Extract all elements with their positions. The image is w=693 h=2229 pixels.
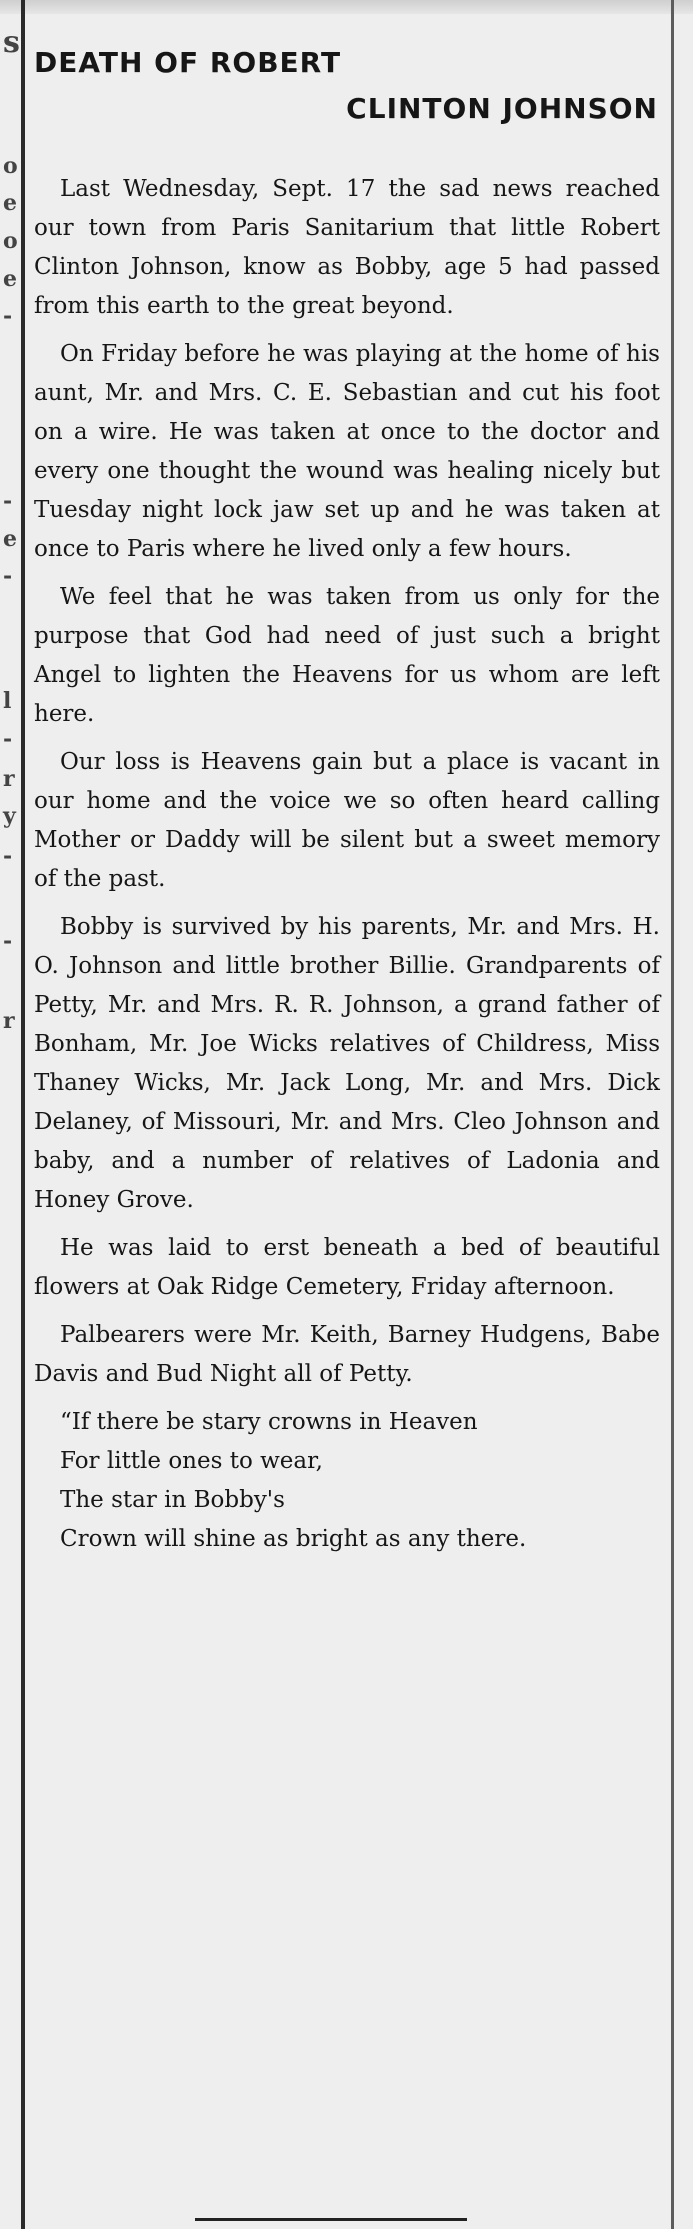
column-rule-right: [671, 0, 674, 2229]
paragraph-loss: Our loss is Heavens gain but a place is vacant in our home and the voice we so often heard calling Mother or Daddy will be silent but a sweet memory of the past.: [34, 749, 660, 892]
paragraph-burial: He was laid to erst beneath a bed of beautiful flowers at Oak Ridge Cemetery, Friday afternoon.: [34, 1235, 660, 1300]
fragment: s: [3, 25, 20, 60]
fragment: r: [3, 766, 15, 792]
headline-line-1: DEATH OF ROBERT: [34, 46, 342, 79]
adjacent-column-fragments: [0, 0, 20, 2229]
headline: [34, 40, 660, 132]
paragraph-pallbearers: Palbearers were Mr. Keith, Barney Hudgens, Babe Davis and Bud Night all of Petty.: [34, 1322, 660, 1387]
fragment: y: [3, 803, 16, 829]
paragraph-accident: On Friday before he was playing at the home of his aunt, Mr. and Mrs. C. E. Sebastian and cut his foot on a wire. He was taken at once to the doctor and every one thought the wound was healing nicely but Tuesday night lock jaw set up and he was taken at once to Paris where he lived only a few hours.: [34, 341, 660, 562]
column-rule-left: [21, 0, 25, 2229]
poem-line: Crown will shine as bright as any there.: [60, 1526, 527, 1552]
top-rule: [0, 0, 693, 14]
fragment: r: [3, 1008, 15, 1034]
fragment: -: [3, 488, 13, 514]
fragment: l: [3, 688, 12, 714]
fragment: e: [3, 266, 17, 292]
fragment: o: [3, 153, 18, 179]
fragment: o: [3, 228, 18, 254]
fragment: e: [3, 190, 17, 216]
poem-line: “If there be stary crowns in Heaven: [60, 1409, 478, 1435]
paragraph-survivors: Bobby is survived by his parents, Mr. and Mrs. H. O. Johnson and little brother Billie. Grandparents of Petty, Mr. and Mrs. R. R. Johnson, a grand father of Bonham, Mr. Joe Wicks relatives of Childress, Miss Thaney Wicks, Mr. Jack Long, Mr. and Mrs. Dick Delaney, of Missouri, Mr. and Mrs. Cleo Johnson and baby, and a number of relatives of Ladonia and Honey Grove.: [34, 914, 660, 1213]
fragment: -: [3, 303, 13, 329]
fragment: -: [3, 726, 13, 752]
poem-line: The star in Bobby's: [60, 1487, 285, 1513]
article-end-rule: [195, 2218, 467, 2221]
headline-line-2: CLINTON JOHNSON: [346, 92, 658, 125]
fragment: -: [3, 843, 13, 869]
paragraph-news: Last Wednesday, Sept. 17 the sad news reached our town from Paris Sanitarium that little Robert Clinton Johnson, know as Bobby, age 5 had passed from this earth to the great beyond.: [34, 176, 660, 319]
fragment: -: [3, 563, 13, 589]
fragment: -: [3, 928, 13, 954]
paragraph-angel: We feel that he was taken from us only for the purpose that God had need of just such a bright Angel to lighten the Heavens for us whom are left here.: [34, 584, 660, 727]
poem-line: For little ones to wear,: [60, 1448, 323, 1474]
closing-poem: [34, 1403, 660, 1559]
fragment: e: [3, 526, 17, 552]
obituary-article: [34, 40, 660, 1559]
